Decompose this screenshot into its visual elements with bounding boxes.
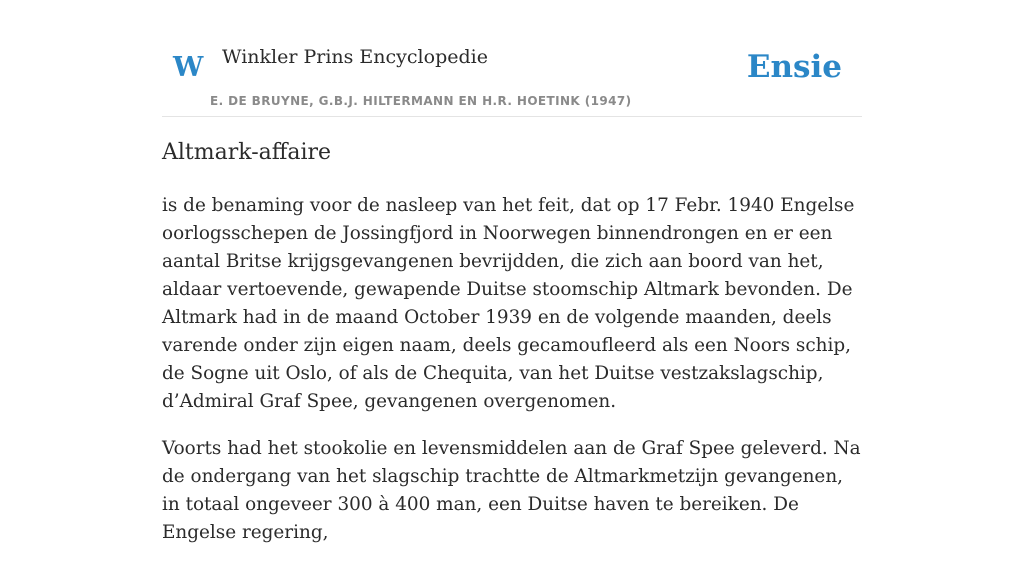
page-container	[162, 0, 862, 543]
source-header	[162, 0, 862, 117]
source-authors: E. DE BRUYNE, G.B.J. HILTERMANN EN H.R. HOETINK (1947)	[210, 94, 632, 108]
ensie-logo-link[interactable]: Ensie	[746, 49, 842, 85]
article-paragraph-2: Voorts had het stookolie en levensmiddelen aan de Graf Spee geleverd. Na de ondergang van het slagschip trachtte de Altmarkmetzijn gevangenen, in totaal ongeveer 300 à 400 man, een Duitse haven te bereiken. De Engelse regering,	[162, 438, 861, 543]
source-title[interactable]: Winkler Prins Encyclopedie	[222, 46, 488, 68]
source-logo[interactable]: W	[173, 52, 204, 83]
article-body	[162, 192, 862, 566]
article-title: Altmark-affaire	[162, 140, 332, 165]
article-paragraph-1: is de benaming voor de nasleep van het feit, dat op 17 Febr. 1940 Engelse oorlogsschepen de Jossingfjord in Noorwegen binnendrongen en er een aantal Britse krijgsgevangenen bevrijdden, die zich aan boord van het, aldaar vertoevende, gewapende Duitse stoomschip Altmark bevonden. De Altmark had in de maand October 1939 en de volgende maanden, deels varende onder zijn eigen naam, deels gecamoufleerd als een Noors schip, de Sogne uit Oslo, of als de Chequita, van het Duitse vestzakslagschip, d’Admiral Graf Spee, gevangenen overgenomen.	[162, 195, 855, 412]
